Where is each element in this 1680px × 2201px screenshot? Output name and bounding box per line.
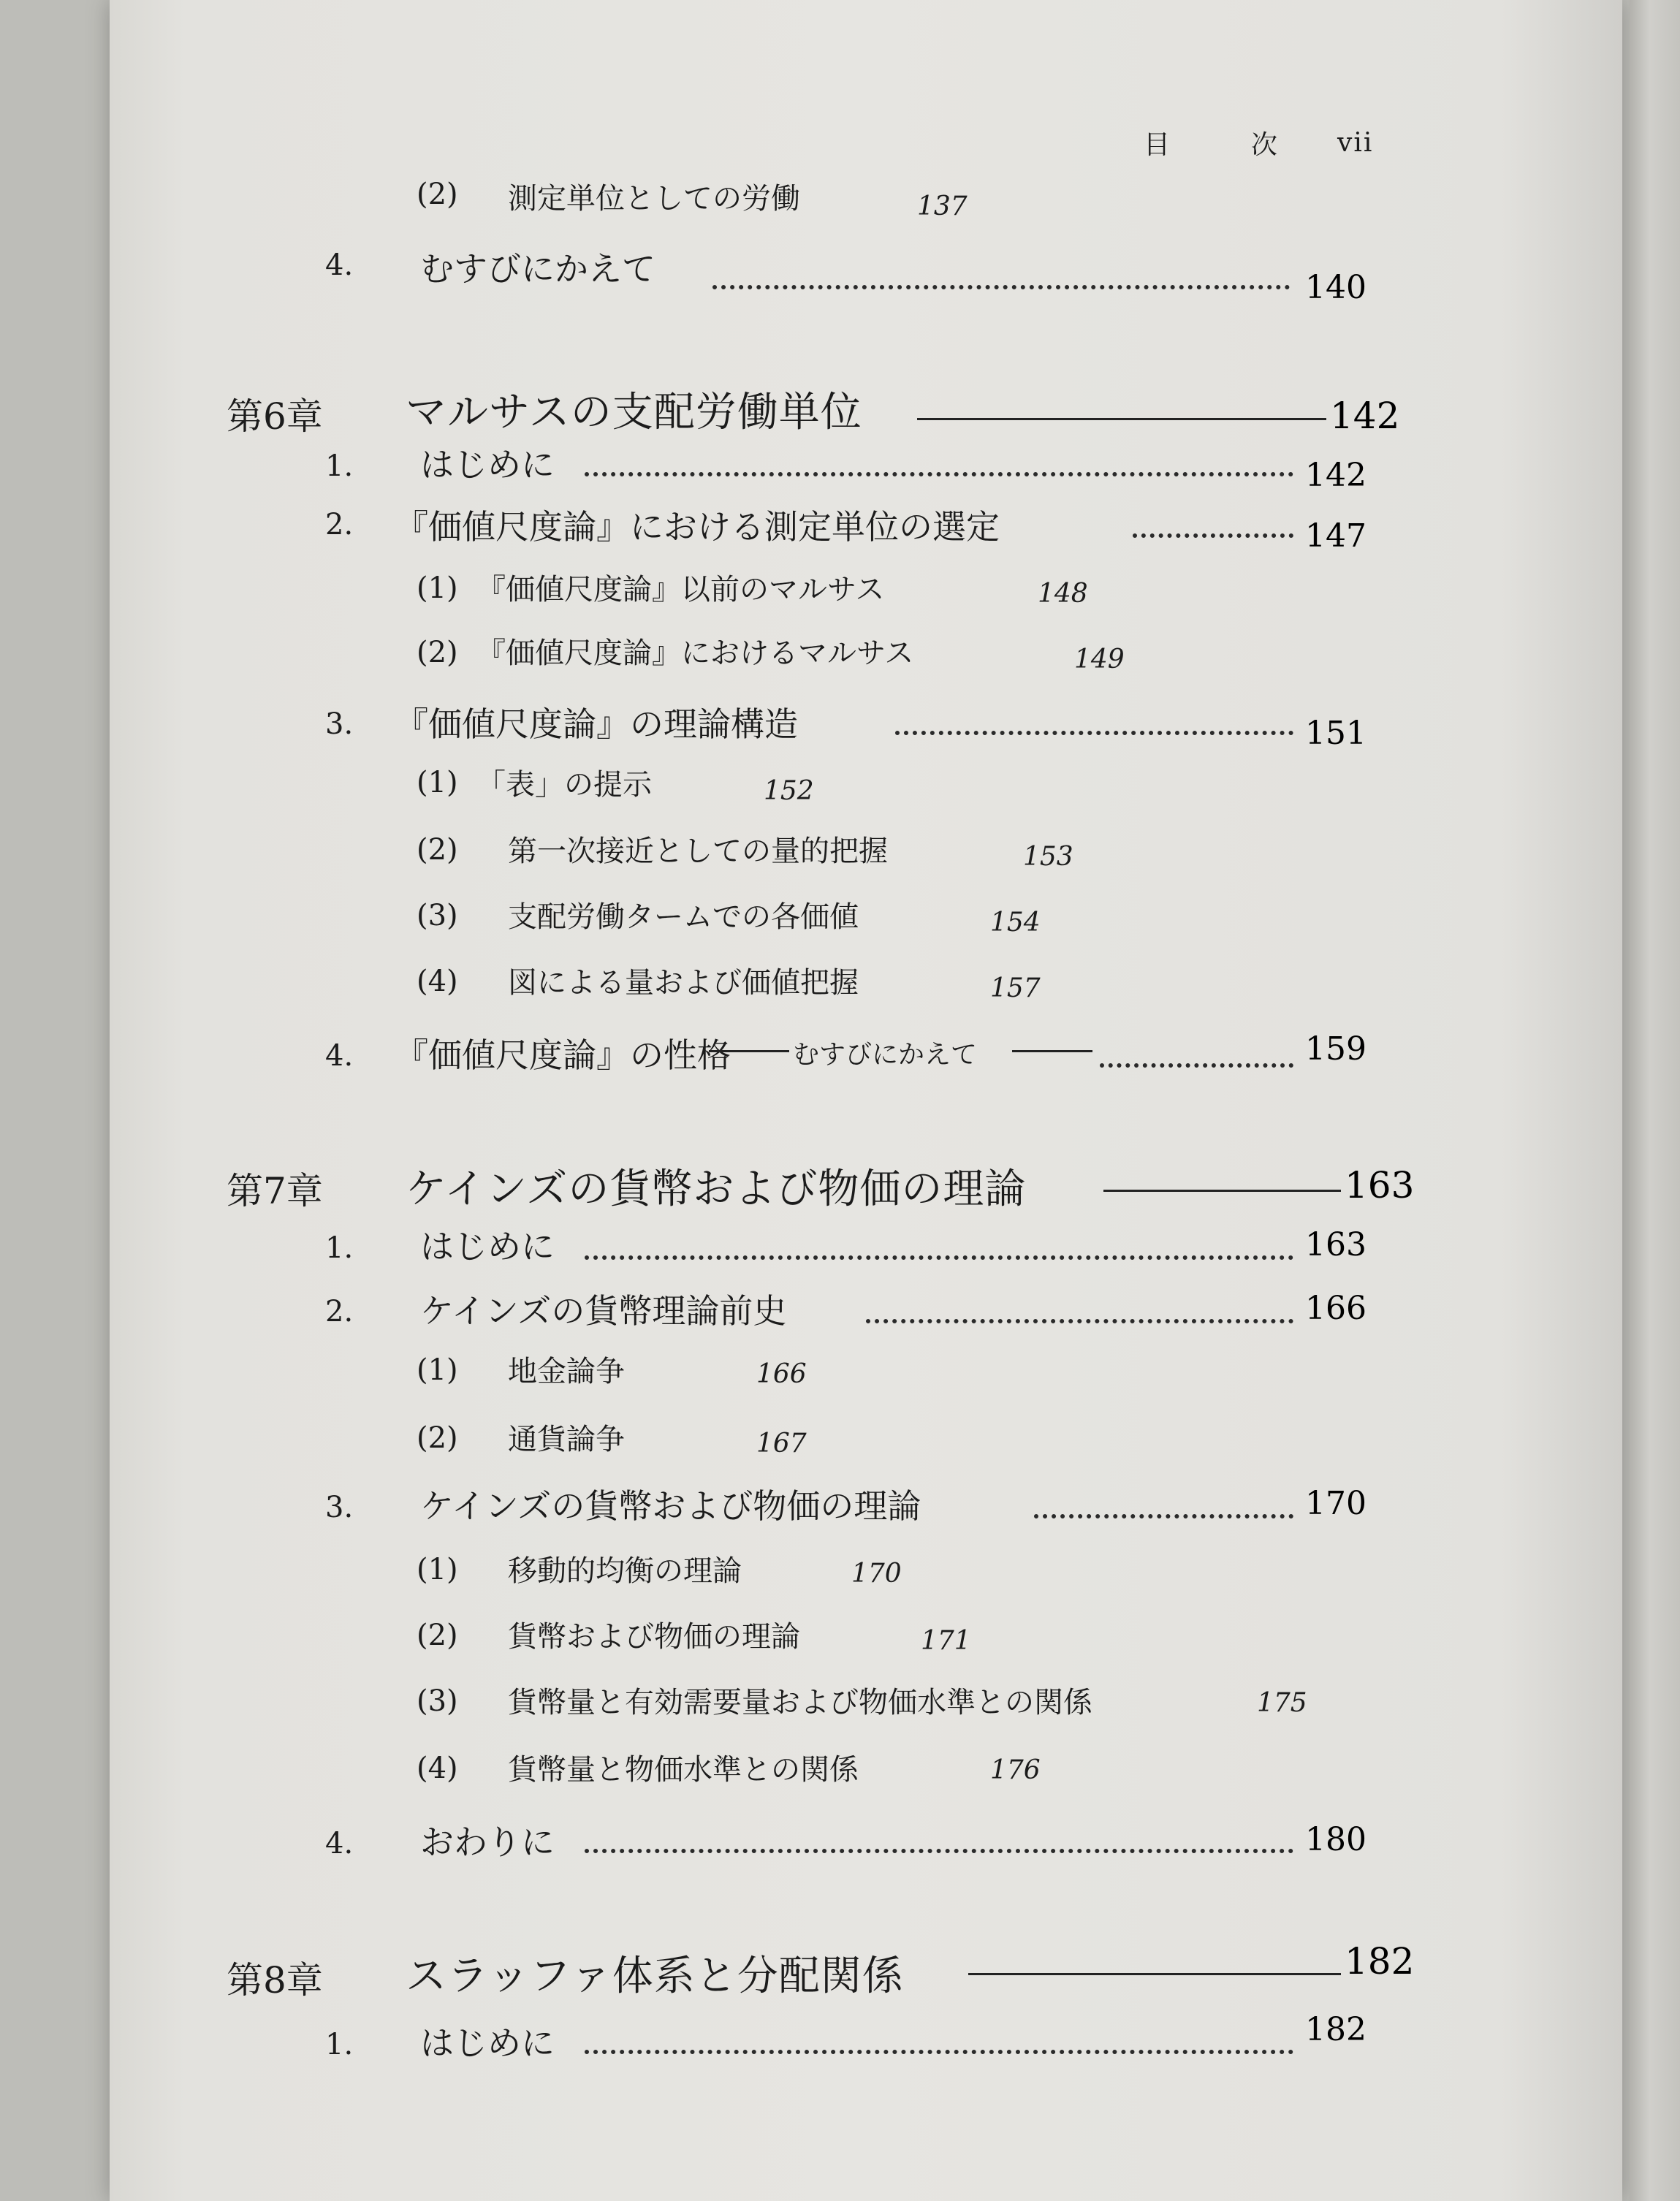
- entry-title: 地金論争: [508, 1355, 625, 1388]
- entry-number: 4.: [325, 1039, 354, 1073]
- entry-title: 『価値尺度論』以前のマルサス: [476, 573, 885, 607]
- entry-number: (1): [417, 1553, 458, 1586]
- entry-page: 153: [1023, 842, 1073, 872]
- em-dash: [709, 1050, 789, 1052]
- entry-number: 4.: [325, 1827, 354, 1860]
- entry-number: 1.: [325, 2028, 354, 2061]
- entry-number: (2): [417, 1421, 458, 1455]
- leader-line: [917, 418, 1326, 420]
- leader-dots: [1100, 1063, 1293, 1068]
- entry-title: 図による量および価値把握: [508, 966, 859, 1000]
- leader-line: [968, 1973, 1341, 1975]
- chapter-label: 第7章: [227, 1170, 323, 1212]
- entry-page: 149: [1074, 645, 1125, 674]
- em-dash: [1012, 1050, 1092, 1052]
- entry-page: 148: [1038, 579, 1088, 609]
- entry-page: 157: [990, 973, 1041, 1003]
- page-edge: [1630, 0, 1680, 2201]
- chapter-title: ケインズの貨幣および物価の理論: [406, 1166, 1027, 1213]
- entry-number: (4): [417, 1752, 458, 1785]
- entry-title: ケインズの貨幣理論前史: [420, 1291, 787, 1331]
- entry-title: はじめに: [420, 445, 555, 484]
- entry-page: 137: [917, 191, 968, 221]
- leader-dots: [712, 285, 1290, 289]
- entry-number: 1.: [325, 1231, 354, 1265]
- entry-page: 166: [1305, 1290, 1367, 1327]
- entry-title: はじめに: [420, 2023, 555, 2063]
- entry-number: (3): [417, 899, 458, 932]
- entry-number: 3.: [325, 1491, 354, 1524]
- entry-title: 貨幣量と有効需要量および物価水準との関係: [508, 1686, 1092, 1719]
- entry-page: 159: [1305, 1030, 1367, 1068]
- entry-page: 154: [990, 908, 1041, 938]
- entry-title: 支配労働タームでの各価値: [508, 900, 859, 934]
- chapter-page: 142: [1330, 395, 1400, 437]
- entry-page: 142: [1305, 457, 1367, 494]
- entry-number: 3.: [325, 707, 354, 741]
- entry-title: 『価値尺度論』における測定単位の選定: [395, 507, 1000, 547]
- entry-number: (2): [417, 178, 458, 211]
- leader-dots: [866, 1319, 1293, 1323]
- leader-dots: [585, 1255, 1293, 1260]
- entry-title: 測定単位としての労働: [508, 182, 800, 216]
- entry-number: (3): [417, 1684, 458, 1718]
- entry-page: 180: [1305, 1821, 1367, 1858]
- chapter-title: スラッファ体系と分配関係: [406, 1953, 904, 2000]
- entry-page: 151: [1305, 715, 1367, 752]
- leader-dots: [585, 1849, 1293, 1853]
- entry-title: 『価値尺度論』の性格: [395, 1035, 731, 1075]
- entry-page: 170: [851, 1559, 902, 1589]
- entry-title: 『価値尺度論』におけるマルサス: [476, 636, 914, 670]
- entry-page: 147: [1305, 517, 1367, 555]
- entry-title: 第一次接近としての量的把握: [508, 835, 888, 868]
- entry-page: 163: [1305, 1226, 1367, 1263]
- entry-number: 1.: [325, 449, 354, 483]
- entry-number: 4.: [325, 248, 354, 282]
- chapter-label: 第6章: [227, 395, 323, 438]
- entry-title: おわりに: [420, 1822, 555, 1862]
- entry-number: (1): [417, 1353, 458, 1387]
- entry-page: 152: [764, 776, 814, 806]
- entry-page: 182: [1305, 2011, 1367, 2048]
- entry-title: 移動的均衡の理論: [508, 1554, 742, 1588]
- entry-number: (4): [417, 965, 458, 998]
- entry-number: 2.: [325, 508, 354, 541]
- book-page: [110, 0, 1622, 2201]
- entry-number: (2): [417, 833, 458, 867]
- entry-page: 171: [921, 1626, 971, 1656]
- entry-title: ケインズの貨幣および物価の理論: [420, 1486, 921, 1526]
- entry-title: 貨幣および物価の理論: [508, 1620, 800, 1654]
- leader-dots: [1133, 533, 1293, 538]
- entry-number: (1): [417, 766, 458, 799]
- entry-number: 2.: [325, 1295, 354, 1328]
- entry-page: 167: [756, 1429, 807, 1459]
- header-page-roman: vii: [1337, 128, 1374, 158]
- entry-page: 140: [1305, 269, 1367, 306]
- entry-page: 166: [756, 1359, 807, 1389]
- entry-title: 『価値尺度論』の理論構造: [395, 704, 798, 744]
- entry-page: 176: [990, 1755, 1041, 1785]
- header-moku: 目: [1144, 130, 1172, 160]
- entry-title: 通貨論争: [508, 1423, 625, 1456]
- chapter-page: 163: [1345, 1164, 1415, 1206]
- entry-number: (2): [417, 636, 458, 669]
- entry-subtitle: むすびにかえて: [793, 1040, 978, 1070]
- chapter-title: マルサスの支配労働単位: [406, 389, 862, 436]
- entry-page: 170: [1305, 1485, 1367, 1522]
- leader-dots: [585, 2050, 1293, 2054]
- entry-title: 貨幣量と物価水準との関係: [508, 1753, 859, 1787]
- entry-title: むすびにかえて: [420, 249, 655, 289]
- leader-dots: [1034, 1514, 1293, 1518]
- entry-number: (2): [417, 1619, 458, 1652]
- leader-line: [1103, 1190, 1341, 1192]
- entry-title: はじめに: [420, 1227, 555, 1266]
- chapter-page: 182: [1345, 1940, 1415, 1983]
- header-ji: 次: [1251, 130, 1280, 160]
- entry-page: 175: [1257, 1688, 1307, 1718]
- entry-number: (1): [417, 571, 458, 605]
- leader-dots: [585, 472, 1293, 476]
- chapter-label: 第8章: [227, 1959, 323, 2002]
- leader-dots: [895, 731, 1293, 735]
- entry-title: 「表」の提示: [476, 768, 652, 802]
